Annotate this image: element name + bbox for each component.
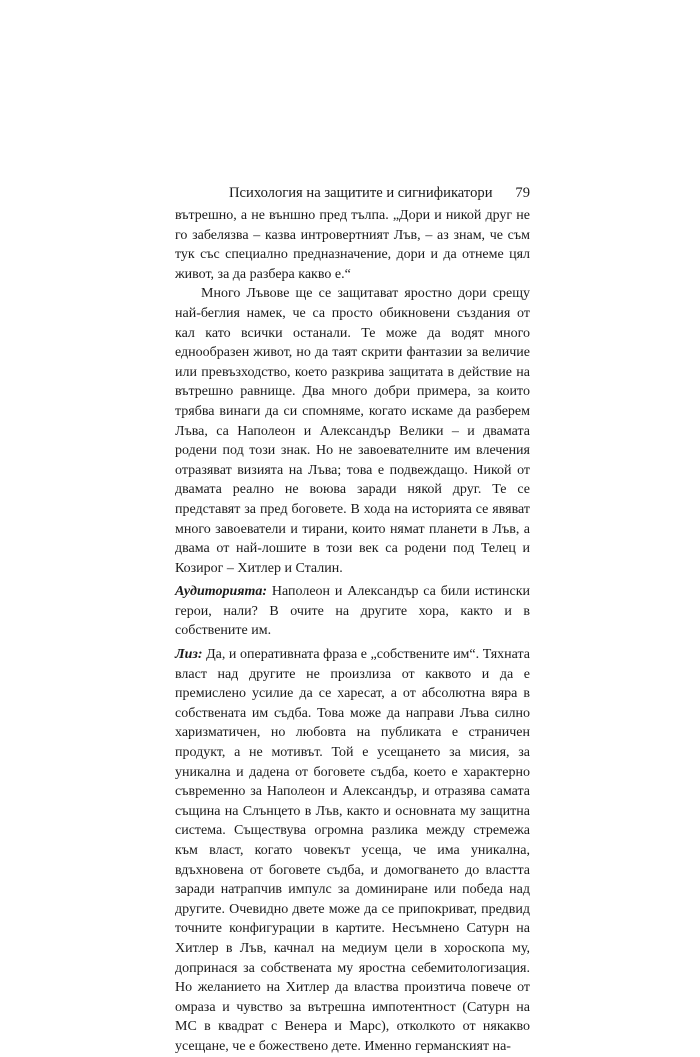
dialogue-audience-text: Наполеон и Александър са били истински герои, нали? В очите на другите хора, както и в собствените им. <box>175 584 531 639</box>
dialogue-audience <box>175 582 530 641</box>
speaker-liz: Лиз: <box>175 647 203 663</box>
dialogue-liz <box>175 645 530 1056</box>
paragraph-continuation: вътрешно, а не външно пред тълпа. „Дори и никой друг не го забелязва – казва интровертният Лъв, – аз знам, че съм тук със специално предназначение, дори и да отнеме цял живот, за да разбера какво е.“ <box>175 208 530 282</box>
speaker-audience: Аудиторията: <box>175 584 268 600</box>
body-text <box>175 206 530 1057</box>
running-title: Психология на защитите и сигнификатори <box>229 185 493 201</box>
page-number: 79 <box>515 185 530 201</box>
dialogue-liz-text: Да, и оперативната фраза е „собствените им“. Тяхната власт над другите не произлиза от каквото и да е премислено усилие да се харесат, а от абсолютна вяра в собствената им съдба. Това може да направи Лъва силно харизматичен, но любовта на публиката е страничен продукт, а не мотивът. Той е усещането за мисия, за уникална и дадена от боговете съдба, което е характерно съвременно за Наполеон и Александър, и отразява самата същина на Слънцето в Лъв, както и основната му защитна система. Съществува огромна разлика между стремежа към власт, когато човекът усеща, че има уникална, вдъхновена от боговете съдба, и домогването до властта заради натрапчив импулс за доминиране или победа над другите. Очевидно двете може да се припокриват, предвид точните конфигурации в картите. Несъмнено Сатурн на Хитлер в Лъв, качнал на медиум цели в хороскопа му, допринася за собствената му яростна себемитологизация. Но желанието на Хитлер да властва произтича повече от омраза и чувство за вътрешна импотентност (Сатурн на МС в квадрат с Венера и Марс), отколкото от някакво усещане, че е божествено дете. Именно германският на- <box>175 647 531 1054</box>
running-header <box>175 183 530 203</box>
paragraph-leo-defense: Много Лъвове ще се защитават яростно дори срещу най-беглия намек, че са просто обикновени създания от кал като всички останали. Те може да водят много еднообразен живот, но да таят скрити фантазии за величие или превъзходство, което разкрива защитата в действие на вътрешно равнище. Два много добри примера, за които трябва винаги да си спомняме, когато искаме да разберем Лъва, са Наполеон и Александър Велики – и двамата родени под този знак. Но не завоевателните им влечения отразяват визията на Лъва; това е подвеждащо. Никой от двамата реално не воюва заради някой друг. Те се представят за пред боговете. В хода на историята се явяват много завоеватели и тирани, които нямат планети в Лъв, а двама от най-лошите в този век са родени под Телец и Козирог – Хитлер и Сталин. <box>175 286 530 576</box>
